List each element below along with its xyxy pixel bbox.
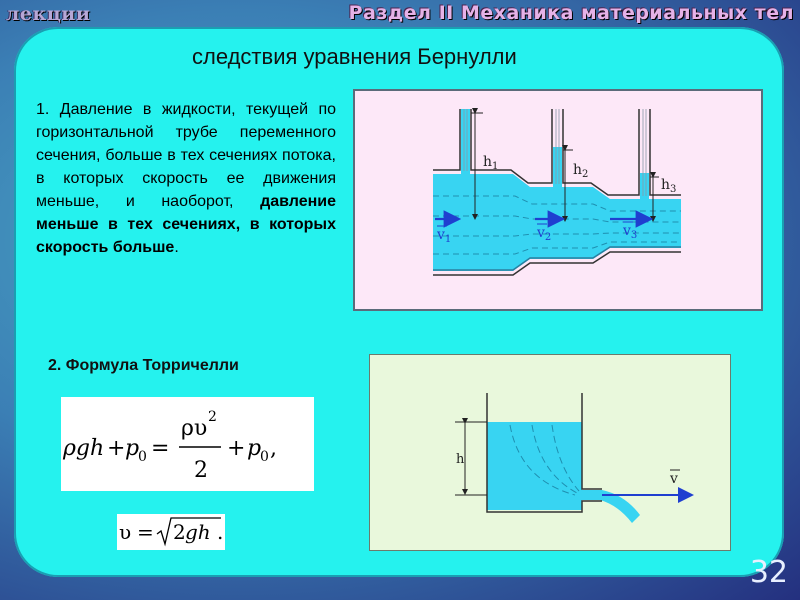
tube-3-water [640,173,649,200]
vessel-water [487,422,582,510]
svg-text:ρgh: ρgh [63,436,105,461]
svg-text:+: + [107,436,126,461]
svg-text:=: = [137,520,154,544]
svg-text:p: p [125,436,140,461]
torricelli-formula [117,514,225,550]
torricelli-heading: 2. Формула Торричелли [48,357,239,374]
bernoulli-formula [61,397,314,491]
svg-text:gh: gh [185,520,211,544]
svg-text:ρυ: ρυ [181,416,208,441]
torricelli-figure [369,354,731,551]
section-title: Раздел II Механика материальных тел [348,2,794,24]
formula-image [61,397,314,491]
v1-label: $v_1$ [437,227,452,245]
point-1-regular: 1. Давление в жидкости, текущей по горизонтальной трубе переменного сечения, больше в тех сечениях потока, в которых скорость ее движения меньше, и наоборот, [36,101,336,210]
svg-text:2: 2 [194,458,208,483]
v2-label: $v_2$ [537,225,552,243]
vessel-diagram [370,355,730,550]
pipe-diagram [355,91,761,309]
svg-text:,: , [270,436,277,461]
h2-label: $h_2$ [573,162,589,180]
bernoulli-pipe-figure [353,89,763,311]
point-1-text [36,98,336,259]
svg-text:=: = [151,436,170,461]
formula-image-2 [117,514,225,550]
lectures-label: лекции [6,3,91,25]
svg-text:0: 0 [138,449,147,465]
svg-text:+: + [227,436,246,461]
svg-text:2: 2 [173,520,186,544]
svg-text:2: 2 [208,409,217,425]
v-label: v [670,471,678,487]
page-number: 32 [749,555,788,590]
tube-2-water [553,147,562,188]
svg-text:p: p [247,436,262,461]
svg-text:0: 0 [260,449,269,465]
svg-text:.: . [217,520,224,544]
point-1-bold: давление меньше в тех сечениях, в которых скорость больше [36,193,336,256]
slide-title: следствия уравнения Бернулли [192,44,517,69]
h-label: h [456,452,465,467]
v3-label: $v_3$ [623,223,638,241]
svg-text:υ: υ [119,520,132,544]
tube-1-water [461,109,470,175]
h3-label: $h_3$ [661,177,677,195]
point-1-end: . [174,239,179,256]
h1-label: $h_1$ [483,154,499,172]
